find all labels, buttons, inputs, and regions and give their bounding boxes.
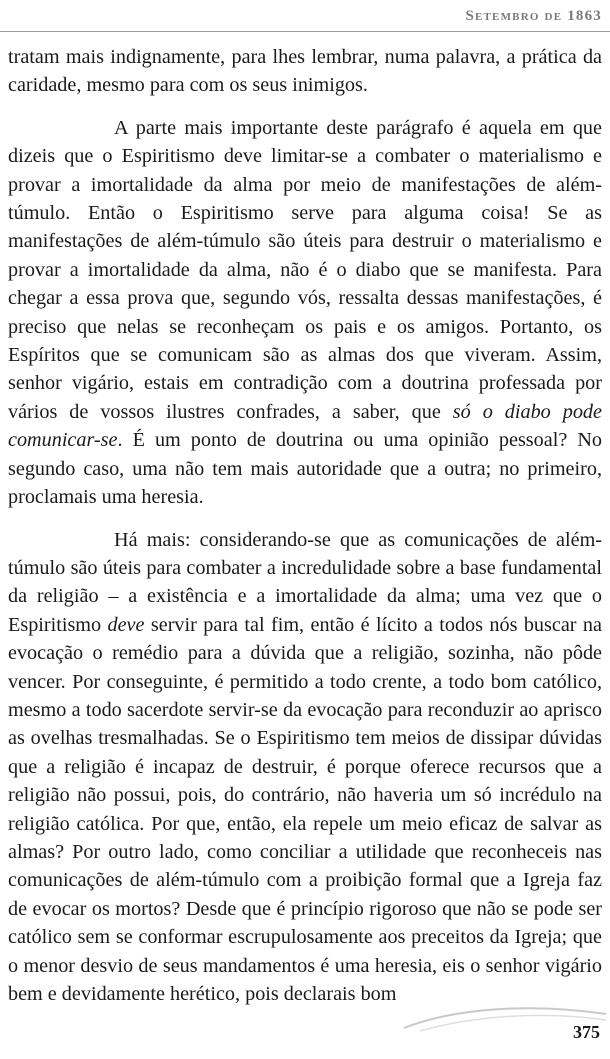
paragraph-text: tratam mais indignamente, para lhes lembrar, numa palavra, a prática da caridade, mesmo para com os seus inimigos. (8, 46, 602, 97)
paragraph-text: Há mais: considerando-se que as comunicações de além-túmulo são úteis para combater a incredulidade sobre a base fundamental da religião – a existência e a imortalidade da alma; uma vez que o Espiritismo (8, 528, 602, 636)
italic-phrase: só o diabo pode comunicar-se (8, 400, 602, 452)
italic-word: deve (107, 613, 145, 636)
paragraph (8, 526, 602, 1009)
running-header: Setembro de 1863 (465, 8, 602, 24)
paragraph (8, 114, 602, 512)
paragraph-text: A parte mais importante deste parágrafo é aquela em que dizeis que o Espiritismo deve limitar-se a combater o materialismo e provar a imortalidade da alma por meio de manifestações de além-túmulo. Então o Espiritismo serve para alguma coisa! Se as manifestações de além-túmulo são úteis para destruir o materialismo e provar a imortalidade da alma, não é o diabo que se manifesta. Para chegar a essa prova que, segundo vós, ressalta dessas manifestações, é preciso que nelas se reconheçam os pais e os amigos. Portanto, os Espíritos que se comunicam são as almas dos que viveram. Assim, senhor vigário, estais em contradição com a doutrina professada por vários de vossos ilustres confrades, a saber, que (8, 116, 602, 423)
header-rule (0, 31, 610, 32)
page-number: 375 (573, 1022, 600, 1042)
paragraph-continuation (8, 43, 602, 100)
paragraph-text: . É um ponto de doutrina ou uma opinião pessoal? No segundo caso, uma não tem mais autoridade que a outra; no primeiro, proclamais uma heresia. (8, 429, 602, 509)
page-body (8, 43, 602, 1008)
paragraph-text: servir para tal fim, então é lícito a todos nós buscar na evocação o remédio para a dúvida que a religião, sozinha, não pôde vencer. Por conseguinte, é permitido a todo crente, a todo bom católico, mesmo a todo sacerdote servir-se da evocação para reconduzir ao aprisco as ovelhas tresmalhadas. Se o Espiritismo tem meios de dissipar dúvidas que a religião é incapaz de destruir, é porque oferece recursos que a religião não possui, pois, do contrário, não haveria um só incrédulo na religião católica. Por que, então, ela repele um meio eficaz de salvar as almas? Por outro lado, como conciliar a utilidade que reconheceis nas comunicações de além-túmulo com a proibição formal que a Igreja faz de evocar os mortos? Desde que é princípio rigoroso que não se pode ser católico sem se conformar escrupulosamente aos preceitos da Igreja; que o menor desvio de seus mandamentos é uma heresia, eis o senhor vigário bem e devidamente herético, pois declarais bom (8, 613, 602, 1005)
